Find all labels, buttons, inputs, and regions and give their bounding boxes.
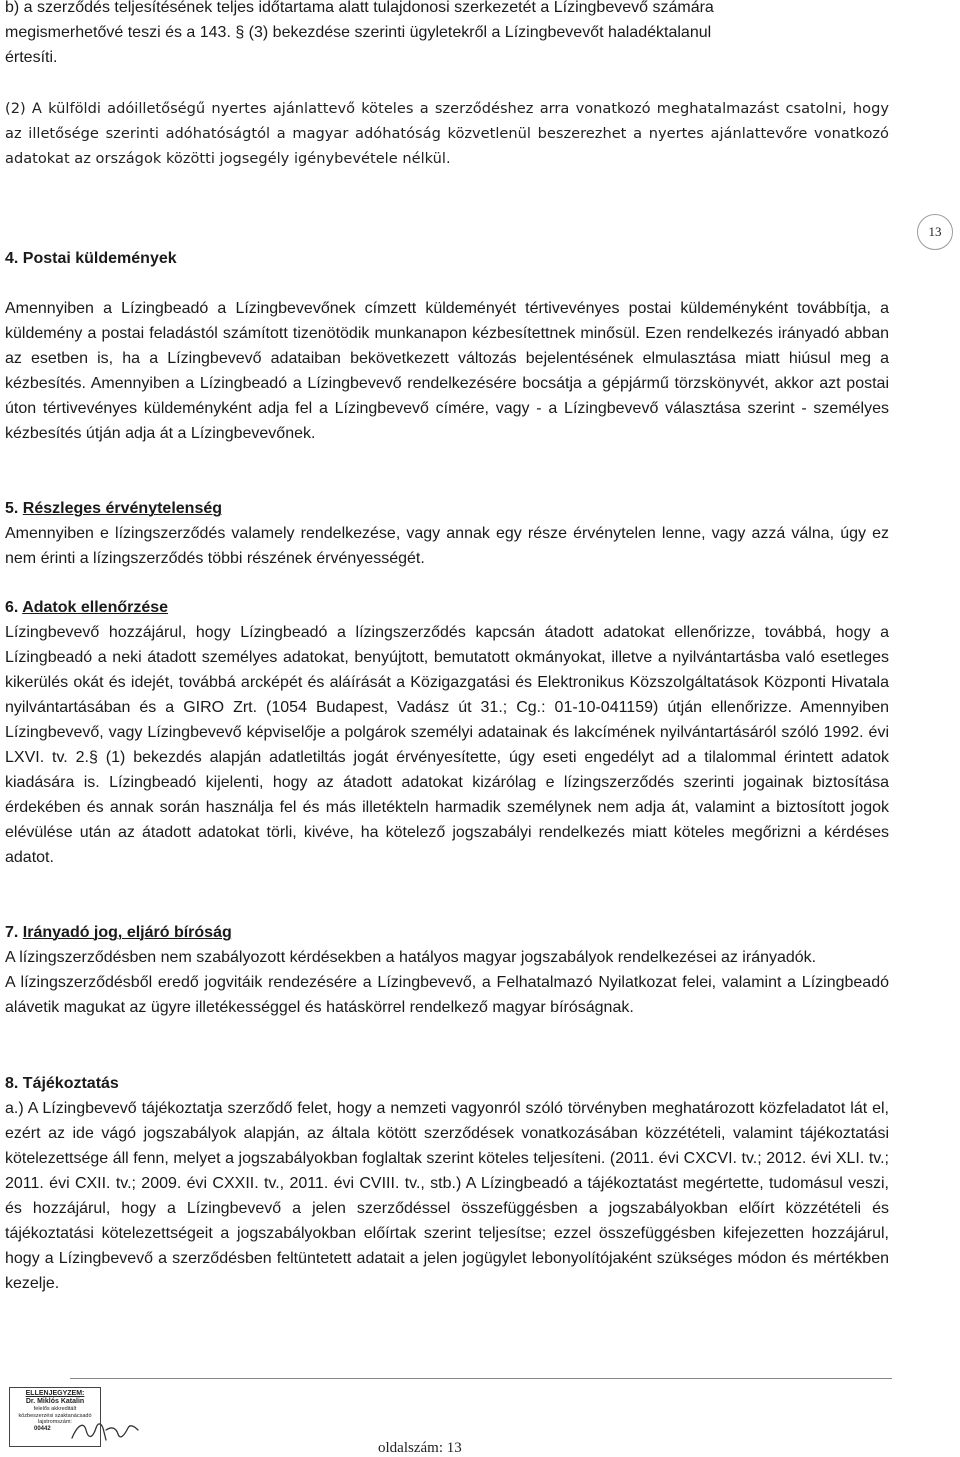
section-5 — [5, 496, 889, 571]
section-6-number: 6. — [5, 599, 19, 616]
page-number-badge: 13 — [917, 214, 953, 250]
section-6 — [5, 595, 889, 870]
stamp-title: ELLENJEGYZEM: — [25, 1390, 85, 1397]
signature-icon — [70, 1416, 140, 1446]
section-2 — [5, 96, 889, 171]
section-4-body — [5, 296, 889, 446]
section-8 — [5, 1071, 889, 1296]
section-7-number: 7. — [5, 924, 19, 941]
section-7-para-1: A lízingszerződésben nem szabályozott kérdésekben a hatályos magyar jogszabályok rendelkezései az irányadók. — [5, 949, 817, 966]
section-b — [5, 0, 889, 70]
footer-divider — [70, 1378, 892, 1379]
section-8-text: a.) A Lízingbevevő tájékoztatja szerződő felet, hogy a nemzeti vagyonról szóló törvényben meghatározott közfeladatot lát el, ezért az ide vágó jogszabályok alapján, az általa kötött szerződések vonatkozásában közzétételi, valamint tájékoztatási kötelezettsége áll fenn, melyet a jogszabályokban foglaltak szerint köteles teljesíteni. (2011. évi CXCVI. tv.; 2012. évi XLI. tv.; 2011. évi CXII. tv.; 2009. évi CXXII. tv., 2011. évi CVIII. tv., stb.) A Lízingbeadó a tájékoztatást megértette, tudomásul veszi, és hozzájárul, hogy a Lízingbevevő a jelen szerződéssel összefüggésben a jogszabályokban előírt közzétételi és tájékoztatási kötelezettségeit a jogszabályokban előírtak szerint teljesítse; ezzel összefüggésben kifejezetten hozzájárul, hogy a Lízingbevevő a szerződésben feltüntetett adatait a jelen jogügylet lebonyolítójaként szükséges módon és mértékben kezelje. — [5, 1100, 889, 1292]
section-6-title: Adatok ellenőrzése — [22, 599, 169, 616]
section-7-title: Irányadó jog, eljáró bíróság — [22, 924, 232, 941]
page-footer: oldalszám: 13 — [378, 1440, 462, 1456]
section-4-text: Amennyiben a Lízingbeadó a Lízingbevevőnek címzett küldeményét tértivevényes postai küldeményként továbbítja, a küldemény a postai feladástól számított tizenötödik munkanapon kézbesítettnek minősül. Ezen rendelkezés irányadó abban az esetben is, ha a Lízingbevevő adataiban bekövetkezett változás bejelentésének elmulasztása miatt hiúsul meg a kézbesítés. Amennyiben a Lízingbeadó a Lízingbevevő rendelkezésére bocsátja a gépjármű törzskönyvét, akkor azt postai úton tértivevényes küldeményként adja fel a Lízingbevevő címére, vagy - a Lízingbevevő választása szerint - személyes kézbesítés útján adja át a Lízingbevevőnek. — [5, 300, 889, 442]
section-6-text: Lízingbevevő hozzájárul, hogy Lízingbeadó a lízingszerződés kapcsán átadott adatokat ellenőrizze, továbbá, hogy a Lízingbeadó a neki átadott személyes adatokat, benyújtott, bemutatott okmányokat, illetve a nyilvántartásba való esetleges kikerülés okát és idejét, továbbá arcképét és aláírását a Közigazgatási és Elektronikus Közszolgáltatások Központi Hivatala nyilvántartásában és a GIRO Zrt. (1054 Budapest, Vadász út 31.; Cg.: 01-10-041159) útján ellenőrizze. Amennyiben Lízingbevevő, vagy Lízingbevevő képviselője a polgárok személyi adatainak és lakcímének nyilvántartásáról szóló 1992. évi LXVI. tv. 2.§ (1) bekezdés alapján adatletiltás jogát érvényesítette, úgy eseti engedélyt ad a tilalommal érintett adatok kiadására is. Lízingbeadó kijelenti, hogy az átadott adatokat kizárólag e lízingszerződés szerinti jogainak biztosítása érdekében és annak során használja fel és más illetékteln harmadik személynek nem adja át, valamint a biztosított jogok elévülése után az átadott adatokat törli, kivéve, ha kötelező jogszabályi rendelkezés miatt köteles megőrizni a kérdéses adatot. — [5, 624, 889, 866]
stamp-line-2: közbeszerzési szaktanácsadó — [18, 1412, 92, 1419]
section-b-line-3: értesíti. — [5, 49, 58, 66]
section-5-text: Amennyiben e lízingszerződés valamely rendelkezése, vagy annak egy része érvénytelen lenne, vagy azzá válna, úgy ez nem érinti a lízingszerződés többi részének érvényességét. — [5, 525, 889, 567]
section-4-number: 4. — [5, 250, 19, 267]
section-7 — [5, 920, 889, 1020]
stamp-name: Dr. Miklós Katalin — [25, 1398, 85, 1405]
section-2-text: (2) A külföldi adóilletőségű nyertes ajánlattevő köteles a szerződéshez arra vonatkozó meghatalmazást csatolni, hogy az illetősége szerinti adóhatóságtól a magyar adóhatóság közvetlenül beszerezhet a nyertes ajánlattevőre vonatkozó adatokat az országok közötti jogsegély igénybevétele nélkül. — [5, 100, 889, 167]
section-5-number: 5. — [5, 500, 19, 517]
section-4-heading — [5, 246, 889, 271]
section-b-line-2: megismerhetővé teszi és a 143. § (3) bekezdése szerinti ügyletekről a Lízingbevevőt haladéktalanul — [5, 24, 712, 41]
section-7-para-2: A lízingszerződésből eredő jogvitáik rendezésére a Lízingbevevő, a Felhatalmazó Nyilatkozat felei, valamint a Lízingbeadó alávetik magukat az ügyre illetékességgel és hatáskörrel rendelkező magyar bíróságnak. — [5, 974, 889, 1016]
stamp-line-3: lajstromszám: — [38, 1419, 72, 1425]
section-4-title: Postai küldemények — [22, 250, 177, 267]
section-5-title: Részleges érvénytelenség — [22, 500, 223, 517]
section-b-line-1: b) a szerződés teljesítésének teljes időtartama alatt tulajdonosi szerkezetét a Lízingbevevő számára — [5, 0, 714, 16]
stamp-line-1: felelős akkreditált — [33, 1406, 77, 1412]
section-8-title: 8. Tájékoztatás — [5, 1075, 119, 1092]
stamp-number: 00442 — [34, 1425, 51, 1432]
